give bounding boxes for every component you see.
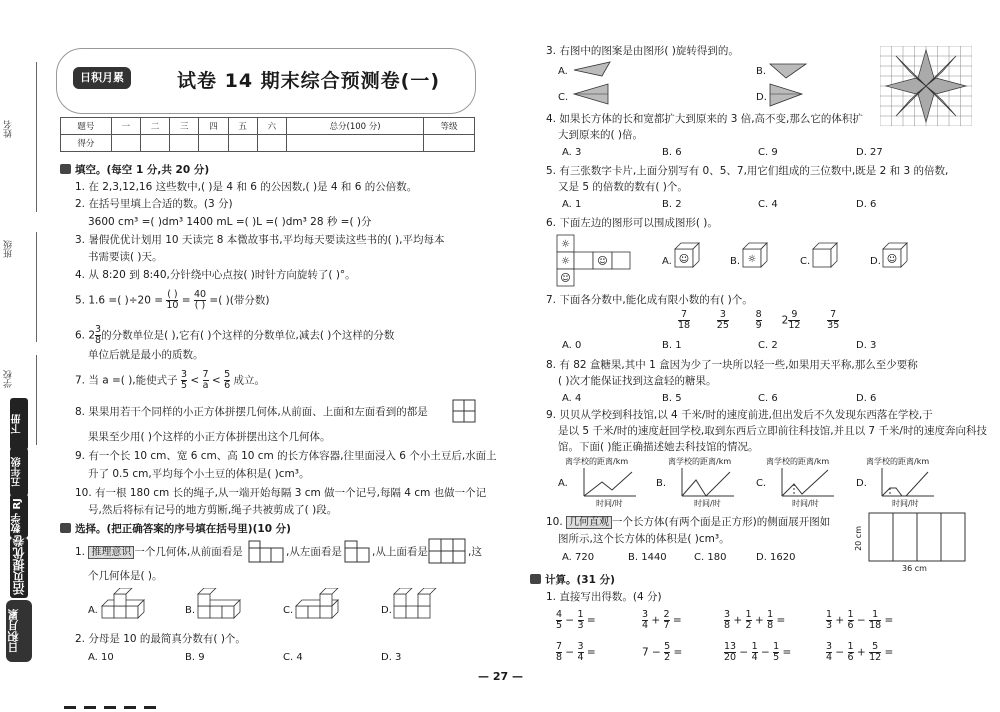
triangle-shape-d — [768, 82, 804, 108]
r6-option-a[interactable]: A. — [662, 256, 672, 267]
question-8: 8. 果果用若干个同样的小正方体拼摆几何体,从前面、上面和左面看到的都是 — [75, 406, 428, 418]
graph-c — [776, 466, 836, 500]
choice-2: 2. 分母是 10 的最简真分数有( )个。 — [75, 633, 246, 645]
question-r9: 9. 贝贝从学校到科技馆,以 4 千米/时的速度前进,但出发后不久发现东西落在学校,于 — [546, 409, 933, 421]
r9-option-b[interactable]: B. — [656, 478, 667, 489]
question-2: 2. 在括号里填上合适的数。(3 分) — [75, 198, 233, 210]
score-head: 二 — [140, 118, 169, 135]
choice-2-option-b[interactable]: B. 9 — [185, 652, 205, 663]
svg-text:☺: ☺ — [560, 273, 571, 284]
r9-option-a[interactable]: A. — [558, 478, 568, 489]
section-choice: 选择。(把正确答案的序号填在括号里)(10 分) — [60, 521, 291, 536]
graph-d-axis: 时间/时 — [892, 499, 919, 508]
score-row-label: 得分 — [61, 135, 112, 152]
graph-a-label: 离学校的距离/km — [565, 457, 629, 466]
question-r3: 3. 右图中的图案是由图形( )旋转得到的。 — [546, 45, 739, 57]
r10-option-d[interactable]: D. 1620 — [756, 552, 796, 563]
question-9-cont: 升了 0.5 cm,平均每个小土豆的体积是( )cm³。 — [88, 468, 310, 480]
r5-option-b[interactable]: B. 2 — [662, 199, 682, 210]
r3-option-d[interactable]: D. — [756, 92, 767, 103]
r7-option-a[interactable]: A. 0 — [562, 340, 582, 351]
section-calc: 计算。(31 分) — [530, 572, 615, 587]
page-title: 试卷 14 期末综合预测卷(一) — [177, 70, 441, 92]
calc-title: 1. 直接写出得数。(4 分) — [546, 591, 662, 603]
r7-option-c[interactable]: C. 2 — [758, 340, 778, 351]
question-r10: 10. 几何直观 一个长方体(有两个面是正方形)的侧面展开图如 — [546, 516, 831, 528]
calc-expression-5: $\frac{7}{8}$ − $\frac{3}{4}$ = — [556, 641, 596, 663]
school-line — [36, 355, 37, 445]
view-shape-icon — [452, 399, 476, 423]
score-cell[interactable] — [257, 135, 286, 152]
net-rectangle — [868, 512, 966, 562]
r9-option-c[interactable]: C. — [756, 478, 767, 489]
score-head: 四 — [199, 118, 228, 135]
svg-text:☺: ☺ — [886, 254, 898, 265]
score-cell[interactable] — [111, 135, 140, 152]
question-r8: 8. 有 82 盒糖果,其中 1 盒因为少了一块所以轻一些,如果用天平称,那么至少要称 — [546, 359, 918, 371]
cube-net — [556, 234, 632, 290]
score-head: 五 — [228, 118, 257, 135]
r5-option-d[interactable]: D. 6 — [856, 199, 877, 210]
cut-mark — [84, 706, 96, 709]
question-r6: 6. 下面左边的图形可以围成图形( )。 — [546, 217, 718, 229]
name-label: 姓名 — [4, 120, 14, 138]
question-6: 6. 2 $\frac{3}{8}$ 的分数单位是( ),它有( )个这样的分数单位,减去( )个这样的分数 — [75, 324, 395, 346]
question-2-items: 3600 cm³ =( )dm³ 1400 mL =( )L =( )dm³ 28 秒 =( )分 — [88, 216, 372, 228]
graph-b — [676, 466, 736, 500]
cube-stack-c — [294, 588, 340, 624]
top-view-icon — [428, 538, 466, 564]
choice-2-option-c[interactable]: C. 4 — [283, 652, 303, 663]
school-label: 学校 — [4, 370, 14, 388]
r8-option-b[interactable]: B. 5 — [662, 393, 682, 404]
choice-1-option-b[interactable]: B. — [185, 605, 196, 616]
svg-text:☼: ☼ — [747, 254, 757, 265]
r8-option-d[interactable]: D. 6 — [856, 393, 877, 404]
score-table — [60, 117, 475, 152]
question-3-cont: 书需要读( )天。 — [88, 251, 163, 263]
front-view-icon — [248, 540, 284, 564]
r6-option-b[interactable]: B. — [730, 256, 741, 267]
choice-2-option-a[interactable]: A. 10 — [88, 652, 114, 663]
question-6-cont: 单位后就是最小的质数。 — [88, 349, 204, 361]
series-badge: 活页提优卷 — [10, 538, 28, 598]
r3-option-b[interactable]: B. — [756, 66, 767, 77]
svg-text:☼: ☼ — [561, 239, 570, 250]
volume-badge: 下册 — [10, 398, 28, 450]
choice-1-d: ,这 — [468, 546, 482, 558]
cut-mark — [104, 706, 116, 709]
question-r5: 5. 有三张数字卡片,上面分别写有 0、5、7,用它们组成的三位数中,既是 2 和 3 的倍数, — [546, 165, 949, 177]
cube-option-b — [742, 242, 768, 268]
cube-option-c — [812, 242, 838, 268]
svg-text:☼: ☼ — [561, 256, 570, 267]
r5-option-c[interactable]: C. 4 — [758, 199, 778, 210]
question-4: 4. 从 8:20 到 8:40,分针绕中心点按( )时针方向旋转了( )°。 — [75, 269, 356, 281]
r4-option-b[interactable]: B. 6 — [662, 147, 682, 158]
cut-mark — [144, 706, 156, 709]
class-label: 班级 — [4, 240, 14, 258]
graph-c-label: 离学校的距离/km — [766, 457, 830, 466]
r4-option-a[interactable]: A. 3 — [562, 147, 582, 158]
choice-1-option-a[interactable]: A. — [88, 605, 98, 616]
subject-badge: 数学 RJ — [10, 494, 28, 538]
sidebar — [0, 0, 52, 712]
score-head: 三 — [170, 118, 199, 135]
net-height-label: 20 cm — [854, 526, 863, 551]
cube-option-a — [674, 242, 700, 268]
r4-option-d[interactable]: D. 27 — [856, 147, 883, 158]
score-head: 题号 — [61, 118, 112, 135]
r3-option-a[interactable]: A. — [558, 66, 568, 77]
graph-b-axis: 时间/时 — [694, 499, 721, 508]
question-3: 3. 暑假优优计划用 10 天读完 8 本微故事书,平均每天要读这些书的( ),平均每本 — [75, 234, 445, 246]
sidebar-logo: 日积月累 — [6, 600, 32, 662]
graph-b-label: 离学校的距离/km — [668, 457, 732, 466]
graph-a-axis: 时间/时 — [596, 499, 623, 508]
r5-option-a[interactable]: A. 1 — [562, 199, 582, 210]
question-10-cont: 号,然后将标有记号的地方剪断,绳子共被剪成了( )段。 — [88, 504, 338, 516]
score-cell[interactable] — [140, 135, 169, 152]
score-cell[interactable] — [170, 135, 199, 152]
graph-d — [876, 466, 936, 500]
choice-1-b: ,从左面看是 — [286, 546, 342, 558]
title-banner — [56, 48, 476, 114]
question-10: 10. 有一根 180 cm 长的绳子,从一端开始每隔 3 cm 做一个记号,每隔 4 cm 也做一个记 — [75, 487, 487, 499]
header-logo: 日积月累 — [73, 67, 131, 89]
choice-1: 1. 推理意识 一个几何体,从前面看是 — [75, 546, 243, 558]
score-head: 六 — [257, 118, 286, 135]
score-cell[interactable] — [199, 135, 228, 152]
triangle-shape-a — [572, 60, 612, 80]
cut-mark — [64, 706, 76, 709]
section-fill-blank: 填空。(每空 1 分,共 20 分) — [60, 162, 209, 177]
graph-c-axis: 时间/时 — [792, 499, 819, 508]
r7-fractions: $\frac{7}{18}$ $\frac{3}{25}$ $\frac{8}{9}$ 2 $\frac{9}{12}$ $\frac{7}{35}$ — [678, 309, 840, 331]
triangle-shape-b — [768, 60, 808, 80]
score-cell[interactable] — [228, 135, 257, 152]
choice-1-option-c[interactable]: C. — [283, 605, 294, 616]
score-head: 等级 — [424, 118, 475, 135]
r6-option-c[interactable]: C. — [800, 256, 811, 267]
cut-mark — [124, 706, 136, 709]
r10-option-c[interactable]: C. 180 — [694, 552, 727, 563]
score-head: 总分(100 分) — [286, 118, 423, 135]
net-width-label: 36 cm — [902, 564, 927, 573]
r10-option-b[interactable]: B. 1440 — [628, 552, 667, 563]
r10-option-a[interactable]: A. 720 — [562, 552, 595, 563]
question-8-cont: 果果至少用( )个这样的小正方体拼摆出这个几何体。 — [88, 431, 331, 443]
name-line — [36, 62, 37, 212]
calc-expression-1: $\frac{4}{5}$ − $\frac{1}{3}$ = — [556, 609, 596, 631]
r8-option-c[interactable]: C. 6 — [758, 393, 778, 404]
r6-option-d[interactable]: D. — [870, 256, 881, 267]
calc-expression-8: $\frac{3}{4}$ − $\frac{1}{6}$ + $\frac{5}{12}$ = — [826, 641, 894, 663]
cube-option-d — [882, 242, 908, 268]
choice-1-e: 个几何体是( )。 — [88, 570, 163, 582]
cube-stack-d — [392, 588, 438, 624]
question-7: 7. 当 a =( ),能使式子 $\frac{3}{5}$ < $\frac{7}{a}$ < $\frac{5}{6}$ 成立。 — [75, 369, 265, 391]
left-view-icon — [344, 540, 370, 564]
triangle-shape-c — [572, 82, 612, 106]
question-5: 5. 1.6 =( )÷20 = $\frac{( )}{10}$ = $\frac{40}{( )}$ =( )(带分数) — [75, 289, 270, 311]
r9-option-d[interactable]: D. — [856, 478, 867, 489]
calc-expression-3: $\frac{3}{8}$ + $\frac{1}{2}$ + $\frac{1}{8}$ = — [724, 609, 786, 631]
score-head: 一 — [111, 118, 140, 135]
class-line — [36, 232, 37, 342]
calc-expression-2: $\frac{3}{4}$ + $\frac{2}{7}$ = — [642, 609, 682, 631]
question-9: 9. 有一个长 10 cm、宽 6 cm、高 10 cm 的长方体容器,往里面浸入 6 个小土豆后,水面上 — [75, 450, 497, 462]
r7-option-d[interactable]: D. 3 — [856, 340, 877, 351]
choice-1-c: ,从上面看是 — [372, 546, 428, 558]
cube-stack-a — [100, 588, 146, 624]
question-r4-cont: 大到原来的( )倍。 — [558, 129, 644, 141]
r4-option-c[interactable]: C. 9 — [758, 147, 778, 158]
score-cell[interactable] — [424, 135, 475, 152]
r3-option-c[interactable]: C. — [558, 92, 569, 103]
calc-expression-4: $\frac{1}{3}$ + $\frac{1}{6}$ − $\frac{1}{18}$ = — [826, 609, 894, 631]
question-r9-cont: 是以 5 千米/时的速度赶回学校,取到东西后立即前往科技馆,并且以 7 千米/时的速度奔向科技 — [558, 425, 987, 437]
svg-text:☺: ☺ — [678, 254, 690, 265]
question-1: 1. 在 2,3,12,16 这些数中,( )是 4 和 6 的公因数,( )是 4 和 6 的公倍数。 — [75, 181, 418, 193]
calc-expression-6: 7 − $\frac{5}{2}$ = — [642, 641, 683, 663]
question-r8-cont: ( )次才能保证找到这盒轻的糖果。 — [558, 375, 717, 387]
page-number: — 27 — — [478, 670, 523, 683]
graph-a — [578, 466, 638, 500]
rotation-pattern — [880, 46, 972, 126]
calc-expression-7: $\frac{13}{20}$ − $\frac{1}{4}$ − $\frac{1}{5}$ = — [724, 641, 792, 663]
grade-badge: 五年级 — [10, 448, 28, 496]
question-r9-cont2: 馆。下面( )能正确描述她去科技馆的情况。 — [558, 441, 759, 453]
choice-2-option-d[interactable]: D. 3 — [381, 652, 402, 663]
r8-option-a[interactable]: A. 4 — [562, 393, 582, 404]
cube-stack-b — [196, 588, 242, 624]
score-cell[interactable] — [286, 135, 423, 152]
graph-d-label: 离学校的距离/km — [866, 457, 930, 466]
question-r4: 4. 如果长方体的长和宽都扩大到原来的 3 倍,高不变,那么它的体积扩 — [546, 113, 863, 125]
choice-1-option-d[interactable]: D. — [381, 605, 392, 616]
question-r7: 7. 下面各分数中,能化成有限小数的有( )个。 — [546, 294, 753, 306]
question-r10-cont: 图所示,这个长方体的体积是( )cm³。 — [558, 533, 730, 545]
svg-text:☺: ☺ — [597, 256, 608, 267]
r7-option-b[interactable]: B. 1 — [662, 340, 682, 351]
question-r5-cont: 又是 5 的倍数的数有( )个。 — [558, 181, 688, 193]
